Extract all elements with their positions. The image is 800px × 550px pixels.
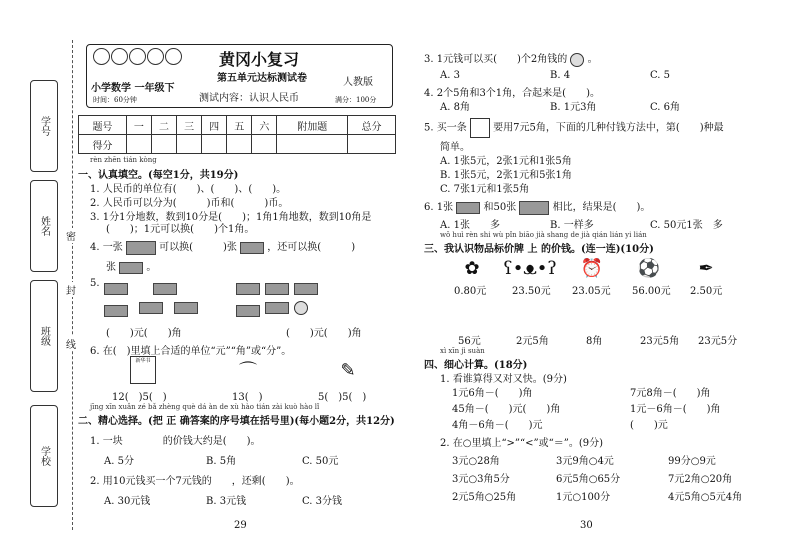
soccer-ball-icon: ⚽ <box>637 257 661 279</box>
choice-1: 1. 一块 的价钱大约是( )。 <box>90 436 261 447</box>
choice-6-opt-a: A. 1张 多 <box>440 220 500 231</box>
banknote-icon <box>104 305 128 317</box>
school-box <box>30 405 58 507</box>
school-label: 学校 <box>38 446 50 466</box>
choice-6-post: 相比，结果是( )。 <box>552 202 651 213</box>
calc-1-r3-a: 4角－6角－( )元 <box>452 420 543 431</box>
student-id-box <box>30 80 58 172</box>
score-table-score-row <box>79 135 396 154</box>
banknote-icon <box>104 283 128 295</box>
pen-icon: ✒ <box>698 257 714 279</box>
score-cell[interactable] <box>126 135 151 154</box>
choice-5-pre: 5. 买一条 <box>424 122 467 134</box>
choice-2-opt-b: B. 3元钱 <box>206 496 247 507</box>
score-header-cell: 二 <box>151 116 176 135</box>
student-id-label: 学号 <box>38 116 50 136</box>
choice-5-post: 要用7元5角，下面的几种付钱方法中，第( )种最 <box>493 122 724 134</box>
question-1-6: 6. 在( )里填上合适的单位“元”“角”或“分”。 <box>90 346 292 357</box>
calc-2-title: 2. 在○里填上“>”“<”或“＝”。(9分) <box>440 438 604 449</box>
question-1-2: 2. 人民币可以分为( )币和( )币。 <box>90 198 289 209</box>
score-header-cell: 五 <box>227 116 252 135</box>
score-cell[interactable] <box>348 135 396 154</box>
q4b-post: 。 <box>146 262 157 273</box>
choice-4-opt-a: A. 8角 <box>440 102 470 113</box>
score-header-cell: 总分 <box>348 116 396 135</box>
full-score: 满分：100分 <box>335 96 377 104</box>
compare-r1-c: 99分○9元 <box>668 456 716 467</box>
banknote-icon <box>139 302 163 314</box>
q4b-pre: 张 <box>106 262 116 273</box>
choice-3-text: 3. 1元钱可以买( )个2角钱的 <box>424 54 568 65</box>
brand-title: 黄冈小复习 <box>219 50 300 69</box>
score-header-cell: 六 <box>252 116 277 135</box>
q5-answer-1: ( )元( )角 <box>106 328 182 339</box>
banknote-icon <box>265 283 289 295</box>
calc-1-r3-b: ( )元 <box>630 420 668 431</box>
pinyin-sec2: jīng xīn xuǎn zé bǎ zhèng què dá àn de xù hào tián zài kuò hào lǐ <box>90 403 320 411</box>
choice-4-opt-c: C. 6角 <box>650 102 681 113</box>
score-header-cell: 三 <box>177 116 202 135</box>
score-header-cell: 一 <box>126 116 151 135</box>
price-23yuan5jiao: 23元5角 <box>640 336 680 347</box>
cut-mark-line: 线 <box>66 336 76 351</box>
question-1-3a: 3. 1分1分地数，数到10分是( )；1角1角地数，数到10角是 <box>90 212 372 223</box>
score-cell[interactable] <box>252 135 277 154</box>
compare-r1-b: 3元9角○4元 <box>556 456 614 467</box>
compare-r2-a: 3元○3角5分 <box>452 474 510 485</box>
compare-r3-a: 2元5角○25角 <box>452 492 517 503</box>
test-scope: 测试内容：认识人民币 <box>199 93 299 104</box>
header-box <box>86 44 393 108</box>
compare-r3-c: 4元5角○5元4角 <box>668 492 743 503</box>
compare-r1-a: 3元○28角 <box>452 456 500 467</box>
question-1-5: 5. <box>90 278 100 289</box>
price-tag-pen: 2.50元 <box>690 286 723 297</box>
banknote-icon <box>265 302 289 314</box>
price-2yuan5jiao: 2元5角 <box>516 336 549 347</box>
q5-answer-2: ( )元( )角 <box>286 328 362 339</box>
class-label: 班级 <box>38 326 50 346</box>
calc-1-r1-b: 7元8角－( )角 <box>630 388 711 399</box>
score-table <box>78 115 396 154</box>
hat-icon: ⌒ <box>239 361 257 382</box>
coin-icon <box>570 53 584 67</box>
name-box <box>30 180 58 272</box>
choice-1-opt-a: A. 5分 <box>104 456 134 467</box>
calc-1-r2-b: 1元－6角－( )角 <box>630 404 721 415</box>
money-group-1 <box>104 278 198 317</box>
banknote-icon <box>240 242 264 254</box>
choice-1-opt-c: C. 50元 <box>302 456 339 467</box>
banknote-icon <box>294 283 318 295</box>
choice-3 <box>424 50 598 67</box>
section-3-title: 三、我认识物品标价牌 上 的价钱。(连一连)(10分) <box>424 244 654 255</box>
choice-1-opt-b: B. 5角 <box>206 456 237 467</box>
calc-1-title: 1. 看谁算得又对又快。(9分) <box>440 374 567 385</box>
section-1-title: 一、认真填空。(每空1分，共19分) <box>78 170 239 181</box>
pencil-icon: ✎ <box>340 359 356 381</box>
cut-mark-close: 封 <box>66 282 76 297</box>
q6-answer-pencil: 5( )5( ) <box>318 392 367 403</box>
price-tag-clock: 23.05元 <box>572 286 611 297</box>
choice-3-end: 。 <box>587 54 598 65</box>
banknote-icon <box>119 262 143 274</box>
price-tag-plant: 0.80元 <box>454 286 487 297</box>
price-8jiao: 8角 <box>586 336 603 347</box>
page-number-right: 30 <box>580 520 593 531</box>
teddy-bear-icon: ʕ•ᴥ•ʔ <box>503 257 557 279</box>
choice-3-opt-c: C. 5 <box>650 70 671 81</box>
banknote-icon <box>236 283 260 295</box>
pinyin-sec1: rèn zhēn tián kòng <box>90 156 157 164</box>
unit-title: 第五单元达标测试卷 <box>217 73 307 84</box>
score-header-cell: 附加题 <box>277 116 348 135</box>
score-cell[interactable] <box>227 135 252 154</box>
calc-1-r1-a: 1元6角－( )角 <box>452 388 533 399</box>
subject: 小学数学 一年级下 <box>91 83 175 94</box>
pinyin-sec3: wǒ huì rèn shi wù pǐn biāo jià shang de jià qián lián yi lián <box>440 231 647 239</box>
book-title: 新华书 <box>135 358 151 364</box>
question-1-4b <box>106 258 156 274</box>
coin-icon <box>294 301 308 315</box>
binding-margin <box>22 50 70 530</box>
q6-answer-hat: 13( ) <box>232 392 263 403</box>
compare-r3-b: 1元○100分 <box>556 492 611 503</box>
towel-icon <box>470 118 490 138</box>
q4a-post: ，还可以换( ) <box>267 242 356 253</box>
calc-1-r2-a: 45角－( )元( )角 <box>452 404 561 415</box>
question-1-3b: ( )；1元可以换( )个1角。 <box>106 224 255 235</box>
choice-5-opt-c: C. 7张1元和1张5角 <box>440 184 530 195</box>
time-limit: 时间：60分钟 <box>93 96 137 104</box>
banknote-icon <box>456 202 480 214</box>
q4a-pre: 4. 一张 <box>90 242 123 253</box>
score-row-label: 得分 <box>79 135 127 154</box>
choice-5-opt-b: B. 1张5元，2张1元和5张1角 <box>440 170 572 181</box>
score-header-cell: 题号 <box>79 116 127 135</box>
section-4-title: 四、细心计算。(18分) <box>424 360 528 371</box>
cut-mark-seal: 密 <box>66 228 76 243</box>
book-image <box>130 356 156 384</box>
price-tag-ball: 56.00元 <box>632 286 671 297</box>
compare-r2-b: 6元5角○65分 <box>556 474 621 485</box>
score-cell[interactable] <box>277 135 348 154</box>
plant-icon: ✿ <box>464 257 480 279</box>
section-2-title: 二、精心选择。(把 正 确答案的序号填在括号里)(每小题2分，共12分) <box>78 416 395 427</box>
banknote-icon <box>126 241 156 255</box>
choice-6-pre: 6. 1张 <box>424 202 454 213</box>
choice-3-opt-b: B. 4 <box>550 70 571 81</box>
choice-4: 4. 2个5角和3个1角，合起来是( )。 <box>424 88 600 99</box>
page-number-left: 29 <box>234 520 247 531</box>
score-cell[interactable] <box>177 135 202 154</box>
choice-6-mid: 和50张 <box>483 202 517 213</box>
banknote-icon <box>519 201 549 215</box>
score-cell[interactable] <box>202 135 227 154</box>
score-cell[interactable] <box>151 135 176 154</box>
edition: 人教版 <box>343 77 373 88</box>
choice-6 <box>424 198 650 215</box>
choice-6-opt-c: C. 50元1张 多 <box>650 220 723 231</box>
choice-3-opt-a: A. 3 <box>440 70 460 81</box>
question-1-1: 1. 人民币的单位有( )、( )、( )。 <box>90 184 287 195</box>
choice-5b: 简单。 <box>440 142 470 153</box>
banknote-icon <box>174 302 198 314</box>
choice-5a <box>424 118 724 138</box>
choice-2: 2. 用10元钱买一个7元钱的 ，还剩( )。 <box>90 476 300 487</box>
price-23yuan5fen: 23元5分 <box>698 336 738 347</box>
pinyin-sec4: xì xīn jì suàn <box>440 347 485 355</box>
banknote-icon <box>236 305 260 317</box>
score-table-header-row <box>79 116 396 135</box>
price-56yuan: 56元 <box>458 336 481 347</box>
choice-6-opt-b: B. 一样多 <box>550 220 594 231</box>
choice-5-opt-a: A. 1张5元，2张1元和1张5角 <box>440 156 572 167</box>
question-1-4a <box>90 238 355 255</box>
compare-r2-c: 7元2角○20角 <box>668 474 733 485</box>
banknote-icon <box>153 283 177 295</box>
q4a-mid: 可以换( )张 <box>159 242 237 253</box>
kids-illustration <box>93 48 183 69</box>
q6-answer-book: 12( )5( ) <box>112 392 167 403</box>
class-box <box>30 280 58 392</box>
alarm-clock-icon: ⏰ <box>580 257 604 279</box>
choice-2-opt-a: A. 30元钱 <box>104 496 151 507</box>
choice-2-opt-c: C. 3分钱 <box>302 496 343 507</box>
name-label: 姓名 <box>38 216 50 236</box>
score-header-cell: 四 <box>202 116 227 135</box>
choice-4-opt-b: B. 1元3角 <box>550 102 597 113</box>
price-tag-bear: 23.50元 <box>512 286 551 297</box>
money-group-2 <box>236 278 318 317</box>
